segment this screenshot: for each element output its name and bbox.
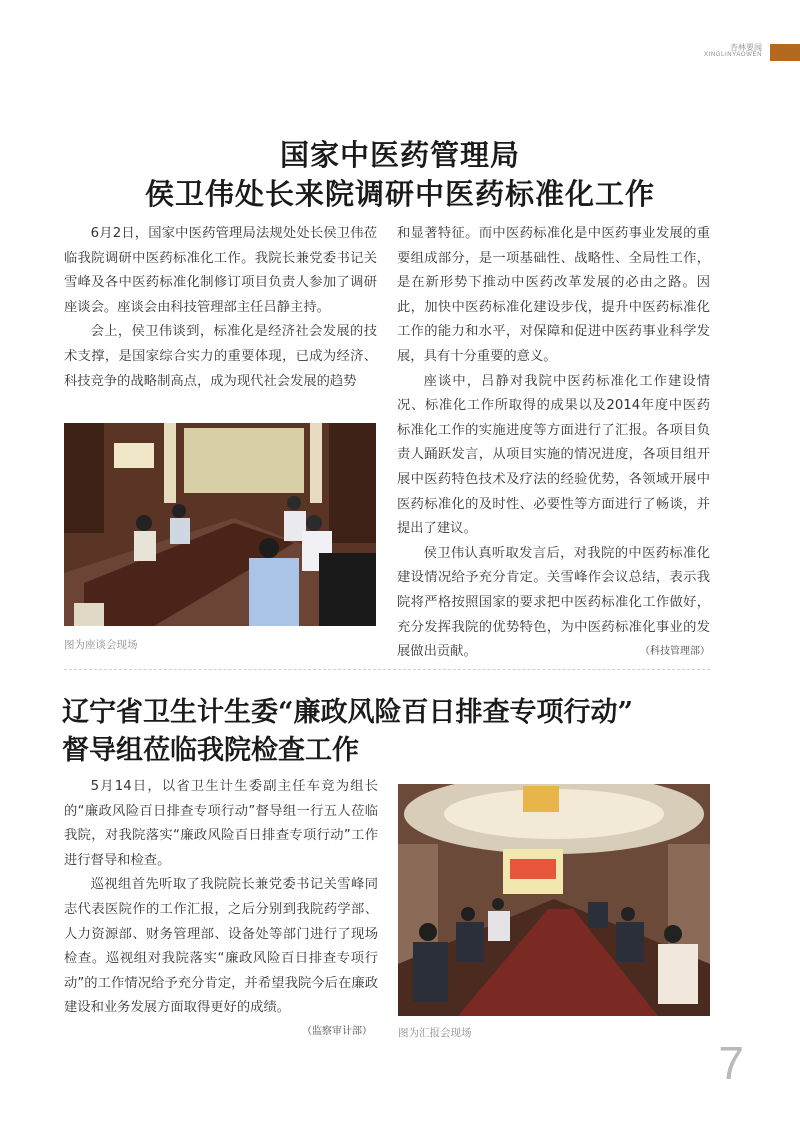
section-label [704,43,762,59]
article2-paragraph: 5月14日，以省卫生计生委副主任车竞为组长的“廉政风险百日排查专项行动”督导组一行五人莅临我院，对我院落实“廉政风险百日排查专项行动”工作进行督导和检查。 [64,779,378,868]
article1-paragraph: 侯卫伟认真听取发言后，对我院的中医药标准化建设情况给予充分肯定。关雪峰作会议总结，表示我院将严格按照国家的要求把中医药标准化工作做好，充分发挥我院的优势特色，为中医药标准化事业的发展做出贡献。 [397,545,710,660]
article1-credit: （科技管理部） [640,646,710,657]
meeting-photo [64,423,376,626]
report-meeting-photo-illustration [398,784,710,1016]
section-label-en: XINGLINYAOWEN [703,52,762,59]
article2-title-line1: 辽宁省卫生计生委“廉政风险百日排查专项行动” [62,697,634,728]
article2-paragraph: 巡视组首先听取了我院院长兼党委书记关雪峰同志代表医院作的工作汇报，之后分别到我院药学部、人力资源部、财务管理部、设备处等部门进行了现场检查。巡视组对我院落实“廉政风险百日排查专项行动”的工作情况给予充分肯定，并希望我院今后在廉政建设和业务发展方面取得更好的成绩。 [64,877,378,1016]
article1-column2 [397,222,710,665]
section-label-cn: 杏林要闻 [730,43,762,52]
article2-body [64,775,378,1021]
page-number: 7 [718,1037,744,1089]
article1-paragraph: 6月2日，国家中医药管理局法规处处长侯卫伟莅临我院调研中医药标准化工作。我院长兼党委书记关雪峰及各中医药标准化制修订项目负责人参加了调研座谈会。座谈会由科技管理部主任吕静主持。 [64,226,377,315]
article1-paragraph: 会上，侯卫伟谈到，标准化是经济社会发展的技术支撑，是国家综合实力的重要体现，已成为经济、科技竞争的战略制高点，成为现代社会发展的趋势 [64,324,377,389]
article1-column1 [64,222,377,394]
article1-paragraph: 和显著特征。而中医药标准化是中医药事业发展的重要组成部分，是一项基础性、战略性、全局性工作，是在新形势下推动中医药改革发展的必由之路。因此，加快中医药标准化建设步伐，提升中医药标准化工作的能力和水平，对保障和促进中医药事业科学发展，具有十分重要的意义。 [397,226,710,364]
section-accent-bar [770,44,800,61]
report-meeting-photo [398,784,710,1016]
article1-paragraph: 座谈中，吕静对我院中医药标准化工作建设情况、标准化工作所取得的成果以及2014年度中医药标准化工作的实施进度等方面进行了汇报。各项目负责人踊跃发言，从项目实施的情况进度，各项目组开展中医药特色技术及疗法的经验优势，各领域开展中医药标准化的及时性、必要性等方面进行了畅谈，并提出了建议。 [397,373,710,537]
article2-title-line2: 督导组莅临我院检查工作 [62,735,359,766]
meeting-photo-caption: 图为座谈会现场 [64,639,138,651]
meeting-photo-illustration [64,423,376,626]
article1-title-line1: 国家中医药管理局 [279,138,520,172]
article1-title-line2: 侯卫伟处长来院调研中医药标准化工作 [144,177,655,211]
report-photo-caption: 图为汇报会现场 [398,1027,472,1039]
article-divider [64,669,710,670]
article2-credit: （监察审计部） [302,1026,372,1037]
